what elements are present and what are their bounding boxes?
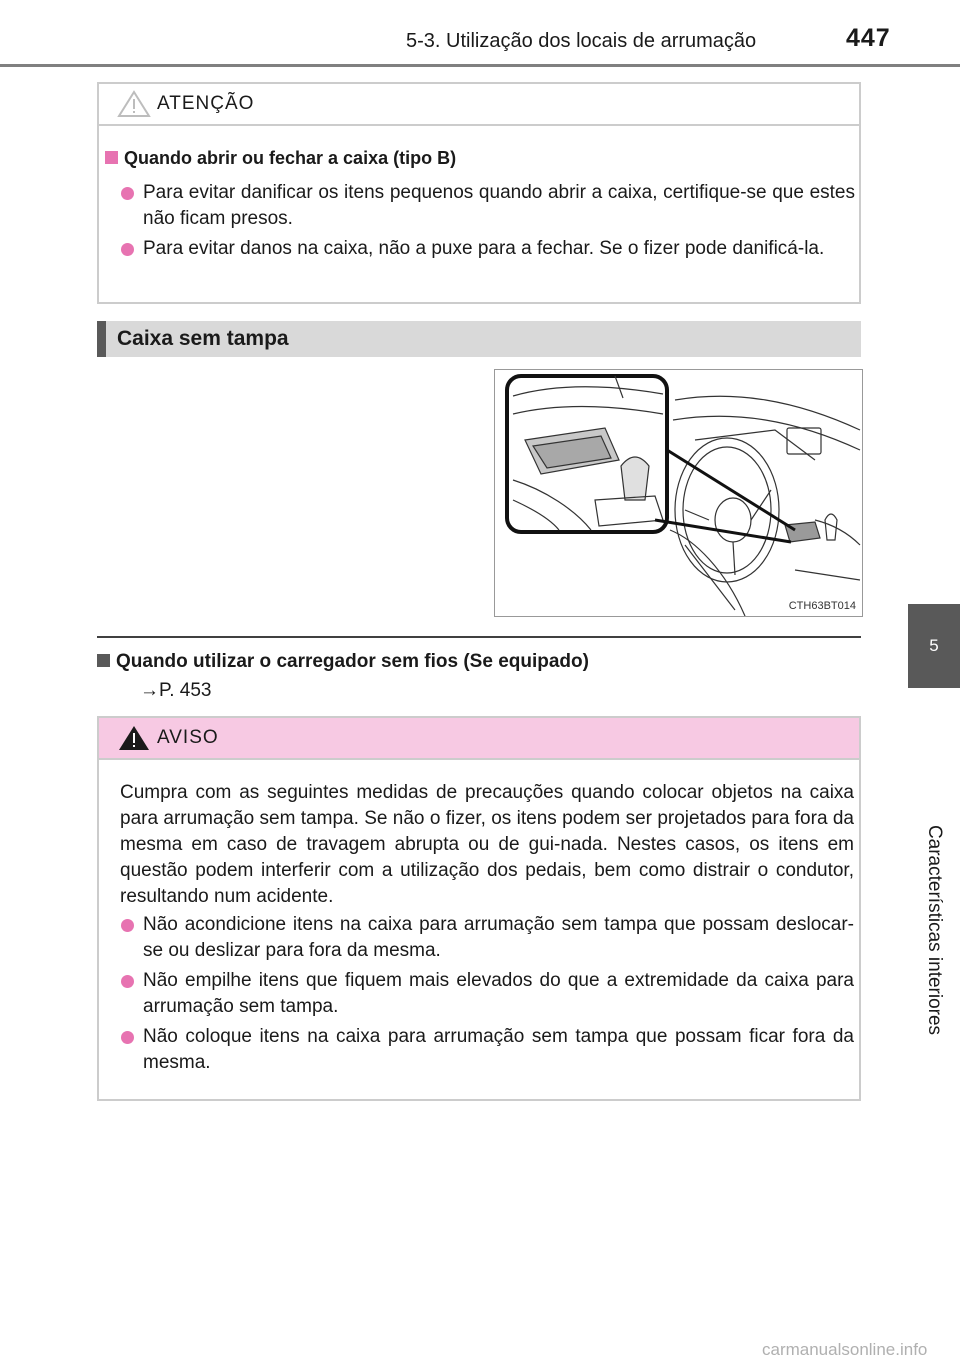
page-reference: →P. 453: [140, 680, 212, 701]
aviso-intro: Cumpra com as seguintes medidas de precauções quando colocar objetos na caixa para arrumação sem tampa. Se não o fizer, os itens podem ser projetados para fora da mesma em caso de travagem abrupta ou de gui-nada. Nestes casos, os itens em questão podem interferir com a utilização dos pedais, bem como distrair o condutor, resultando num acidente.: [120, 782, 854, 907]
attention-bullet-1: [143, 180, 855, 232]
round-bullet-icon: [121, 243, 134, 256]
round-bullet-icon: [121, 187, 134, 200]
wireless-note-heading-text: Quando utilizar o carregador sem fios (Se equipado): [116, 651, 589, 672]
section-heading-bar: [97, 321, 106, 357]
aviso-box: [97, 716, 861, 1101]
round-bullet-icon: [121, 975, 134, 988]
dashboard-line-drawing: [495, 370, 862, 616]
attention-box-header: [99, 84, 859, 126]
square-bullet-icon: [105, 151, 118, 164]
figure-code: CTH63BT014: [788, 600, 856, 612]
attention-bullet-2: [143, 236, 855, 262]
chapter-title: Características interiores: [924, 824, 945, 1036]
chapter-tab: 5: [908, 604, 960, 688]
aviso-box-header: [99, 718, 859, 760]
aviso-bullet-1-text: Não acondicione itens na caixa para arrumação sem tampa que possam deslocar-se ou deslizar para fora da mesma.: [143, 914, 854, 961]
watermark: carmanualsonline.info: [762, 1340, 928, 1359]
page-number: 447: [846, 24, 891, 52]
section-heading-band: [97, 321, 861, 357]
section-title: 5-3. Utilização dos locais de arrumação: [406, 30, 757, 52]
aviso-bullet-2: [143, 968, 854, 1020]
attention-bullet-2-text: Para evitar danos na caixa, não a puxe para a fechar. Se o fizer pode danificá-la.: [143, 238, 825, 259]
aviso-bullet-3: [143, 1024, 854, 1076]
aviso-box-title: AVISO: [157, 727, 219, 748]
header-divider: [0, 64, 960, 67]
round-bullet-icon: [121, 919, 134, 932]
section-divider: [97, 636, 861, 638]
section-heading: Caixa sem tampa: [117, 327, 289, 350]
attention-bullet-1-text: Para evitar danificar os itens pequenos quando abrir a caixa, certifique-se que estes não ficam presos.: [143, 182, 855, 229]
warning-outline-icon: [117, 90, 151, 118]
aviso-bullet-3-text: Não coloque itens na caixa para arrumação sem tampa que possam ficar fora da mesma.: [143, 1026, 854, 1073]
aviso-bullet-2-text: Não empilhe itens que fiquem mais elevados do que a extremidade da caixa para arrumação sem tampa.: [143, 970, 854, 1017]
attention-heading-text: Quando abrir ou fechar a caixa (tipo B): [124, 148, 457, 168]
wireless-note-heading: [97, 651, 589, 673]
attention-box-title: ATENÇÃO: [157, 93, 255, 114]
warning-filled-icon: [117, 724, 151, 752]
attention-box: [97, 82, 861, 304]
aviso-bullet-1: [143, 912, 854, 964]
attention-heading: [105, 148, 456, 169]
square-bullet-icon: [97, 654, 110, 667]
round-bullet-icon: [121, 1031, 134, 1044]
dashboard-illustration: [494, 369, 863, 617]
